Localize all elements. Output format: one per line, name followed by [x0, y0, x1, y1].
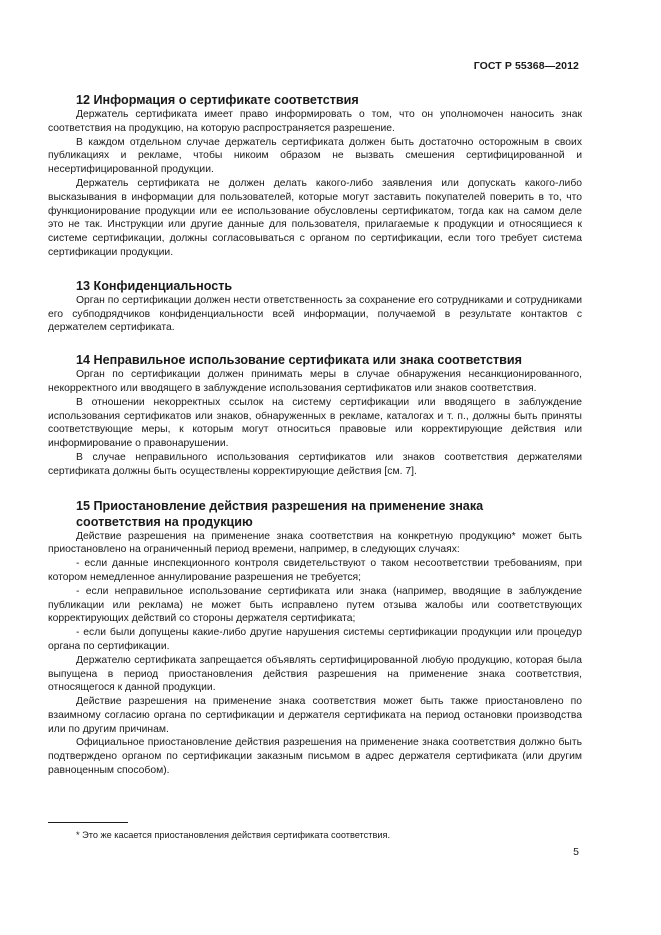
paragraph: Действие разрешения на применение знака соответствия может быть также приостановлено по взаимному согласию органа по сертификации и держателя сертификата на период остановки производства или по другим причинам.	[48, 696, 582, 735]
paragraph: В каждом отдельном случае держатель сертификата должен быть достаточно осторожным в своих публикациях и рекламе, чтобы никоим образом не вызвать смешения сертифицированной и несертифицированной продукции.	[48, 136, 582, 176]
paragraph: Официальное приостановление действия разрешения на применение знака соответствия должно быть подтверждено органом по сертификации заказным письмом в адрес держателя сертификата (или другим равноценным способом).	[48, 737, 582, 777]
section-13	[48, 278, 582, 335]
section-12	[48, 92, 582, 260]
list-item: - если данные инспекционного контроля свидетельствуют о таком несоответствии требованиям, при котором немедленное аннулирование разрешения не требуется;	[48, 558, 582, 583]
section-heading-line-1: 15 Приостановление действия разрешения на применение знака	[76, 498, 484, 513]
paragraph: В отношении некорректных ссылок на систему сертификации или вводящего в заблуждение использования сертификатов или знаков, обнаруженных в рекламе, каталогах и т. п., должны быть приняты соответствующие меры, к которым могут относиться правовые или корректирующие действия или информирование о правонарушении.	[48, 396, 582, 450]
list-item: - если были допущены какие-либо другие нарушения системы сертификации продукции или процедур органа по сертификации.	[48, 627, 582, 652]
section-15	[48, 498, 582, 778]
paragraph: Держатель сертификата имеет право информировать о том, что он уполномочен наносить знак соответствия на продукцию, на которую распространяется разрешение.	[48, 109, 582, 134]
document-code: ГОСТ Р 55368—2012	[473, 60, 579, 72]
section-heading: 13 Конфиденциальность	[76, 278, 233, 293]
paragraph: Орган по сертификации должен нести ответственность за сохранение его сотрудниками и сотрудниками его субподрядчиков конфиденциальности всей информации, получаемой в результате контактов с держателем сертификата.	[48, 294, 582, 334]
section-14	[48, 352, 582, 478]
paragraph: Орган по сертификации должен принимать меры в случае обнаружения несанкционированного, некорректного или вводящего в заблуждение использования сертификатов или знаков соответствия.	[48, 369, 582, 394]
page-number: 5	[573, 846, 579, 858]
section-heading-line-2: соответствия на продукцию	[76, 514, 253, 529]
footnote-divider	[48, 822, 128, 823]
section-heading: 12 Информация о сертификате соответствия	[76, 93, 359, 107]
section-heading	[48, 498, 582, 530]
list-item: - если неправильное использование сертификата или знака (например, вводящие в заблуждение публикации или реклама) не может быть исправлено путем отзыва жалобы или соответствующих корректирующих действий со стороны держателя сертификата;	[48, 585, 582, 625]
paragraph: Держатель сертификата не должен делать какого-либо заявления или допускать какого-либо высказывания в информации для пользователей, которые могут заставить покупателей поверить в то, что функционирование продукции или ее использование обусловлены сертификатом, тогда как на самом деле это не так. Инструкции или другие данные для пользователя, прилагаемые к продукции и относящиеся к системе сертификации, должны согласовываться с органом по сертификации, если того требует система сертификации продукции.	[48, 177, 582, 258]
section-heading: 14 Неправильное использование сертификата или знака соответствия	[76, 353, 522, 368]
paragraph: Держателю сертификата запрещается объявлять сертифицированной любую продукцию, которая была выпущена в период приостановления действия разрешения на применение знака соответствия, относящегося к данной продукции.	[48, 654, 582, 694]
paragraph: В случае неправильного использования сертификатов или знаков соответствия держателями сертификата должны быть осуществлены корректирующие действия [см. 7].	[48, 451, 582, 477]
document-body	[48, 86, 582, 778]
paragraph: Действие разрешения на применение знака соответствия на конкретную продукцию* может быть приостановлено на ограниченный период времени, например, в следующих случаях:	[48, 530, 582, 556]
footnote: * Это же касается приостановления действия сертификата соответствия.	[76, 830, 390, 840]
